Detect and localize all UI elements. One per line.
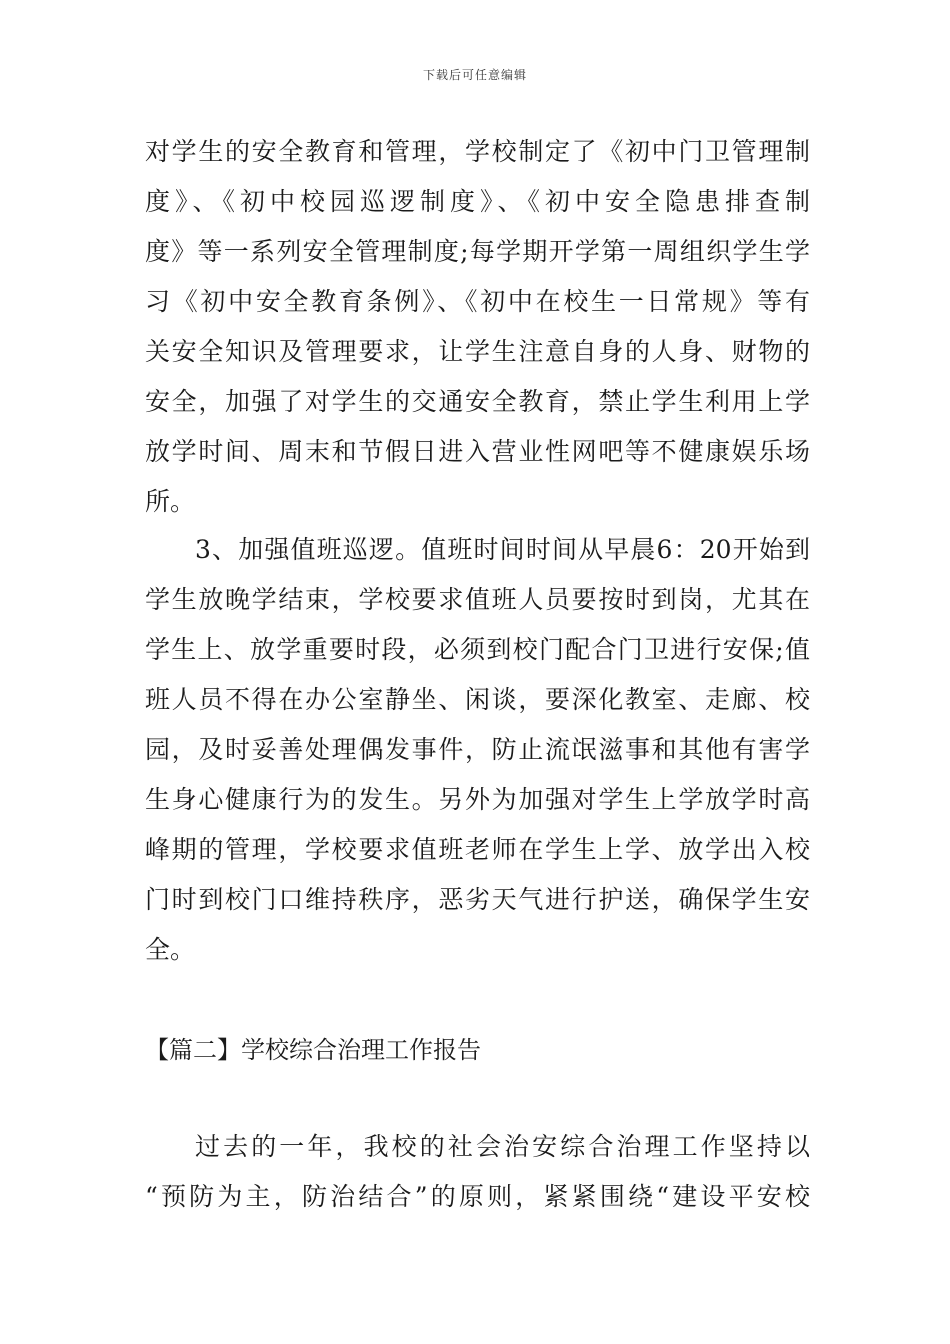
text-line: 峰期的管理，学校要求值班老师在学生上学、放学出入校 [145, 835, 810, 864]
text-line: 园，及时妥善处理偶发事件，防止流氓滋事和其他有害学 [145, 735, 810, 764]
text-line: 度》等一系列安全管理制度;每学期开学第一周组织学生学 [145, 237, 810, 266]
text-line: 班人员不得在办公室静坐、闲谈，要深化教室、走廊、校 [145, 685, 810, 714]
text-line: 全。 [145, 935, 196, 964]
text-line: 生身心健康行为的发生。另外为加强对学生上学放学时高 [145, 785, 810, 814]
paragraph-duty-patrol [145, 525, 810, 975]
paragraph-past-year-summary [145, 1122, 810, 1222]
text-line: 所。 [145, 487, 196, 516]
download-note: 下载后可任意编辑 [422, 68, 527, 82]
text-line: 学生放晚学结束，学校要求值班人员要按时到岗，尤其在 [145, 585, 810, 614]
text-line: 习《初中安全教育条例》、《初中在校生一日常规》等有 [145, 287, 810, 316]
text-line: 对学生的安全教育和管理，学校制定了《初中门卫管理制 [145, 137, 810, 166]
text-line: 关安全知识及管理要求，让学生注意自身的人身、财物的 [145, 337, 810, 366]
text-line: 度》、《初中校园巡逻制度》、《初中安全隐患排查制 [145, 187, 810, 216]
text-line: 安全，加强了对学生的交通安全教育，禁止学生利用上学 [145, 387, 810, 416]
text-line: 学生上、放学重要时段，必须到校门配合门卫进行安保;值 [145, 635, 810, 664]
text-line: 放学时间、周末和节假日进入营业性网吧等不健康娱乐场 [145, 437, 810, 466]
paragraph-school-safety-rules [145, 127, 810, 527]
text-line: “预防为主，防治结合”的原则，紧紧围绕“建设平安校 [145, 1182, 810, 1211]
text-line: 3、加强值班巡逻。值班时间时间从早晨6：20开始到 [195, 535, 810, 564]
section-heading: 【篇二】学校综合治理工作报告 [145, 1036, 481, 1064]
text-line: 过去的一年，我校的社会治安综合治理工作坚持以 [195, 1132, 810, 1161]
text-line: 门时到校门口维持秩序，恶劣天气进行护送，确保学生安 [145, 885, 810, 914]
